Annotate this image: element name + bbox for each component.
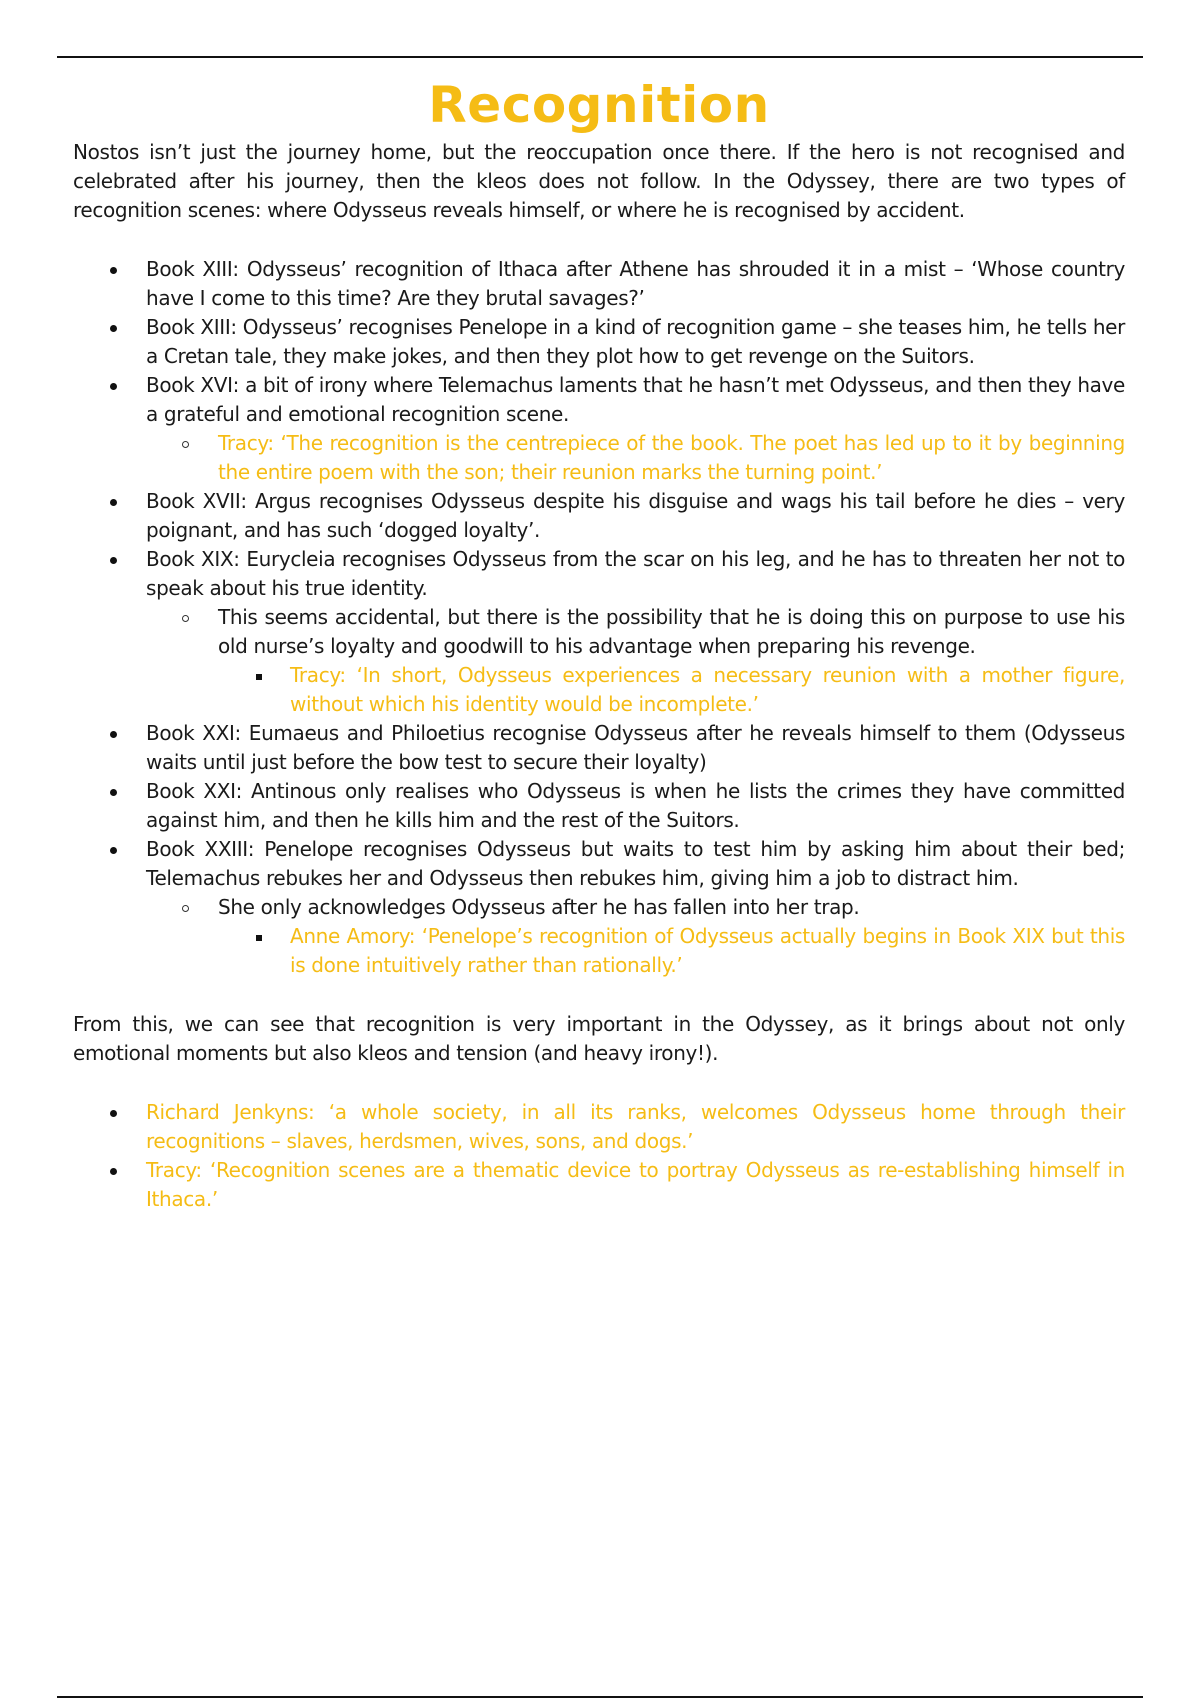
document-page (73, 72, 1125, 1214)
list-item: Book XVI: a bit of irony where Telemachus laments that he hasn’t met Odysseus, and then they have a grateful and emotional recognition scene. (73, 371, 1125, 429)
bullet-icon (106, 719, 120, 748)
list-item: Book XIII: Odysseus’ recognises Penelope in a kind of recognition game – she teases him, he tells her a Cretan tale, they make jokes, and then they plot how to get revenge on the Suitors. (73, 313, 1125, 371)
quote-item: Richard Jenkyns: ‘a whole society, in all its ranks, welcomes Odysseus home through their recognitions – slaves, herdsmen, wives, sons, and dogs.’ (73, 1098, 1125, 1156)
quote-item: Tracy: ‘Recognition scenes are a thematic device to portray Odysseus as re-establishing himself in Ithaca.’ (73, 1156, 1125, 1214)
sub-list-item: She only acknowledges Odysseus after he has fallen into her trap. (73, 893, 1125, 922)
bullet-icon (106, 487, 120, 516)
bullet-icon (106, 371, 120, 400)
bullet-icon (106, 777, 120, 806)
list-item: Book XXIII: Penelope recognises Odysseus but waits to test him by asking him about their bed; Telemachus rebukes her and Odysseus then rebukes him, giving him a job to distract him. (73, 835, 1125, 893)
bullet-icon (106, 313, 120, 342)
recognition-list (73, 255, 1125, 980)
top-rule (57, 56, 1143, 58)
bullet-icon (106, 835, 120, 864)
circle-bullet-icon (178, 429, 192, 458)
list-item: Book XIX: Eurycleia recognises Odysseus from the scar on his leg, and he has to threaten her not to speak about his true identity. (73, 545, 1125, 603)
page-title: Recognition (428, 76, 770, 134)
quote-item: Anne Amory: ‘Penelope’s recognition of Odysseus actually begins in Book XIX but this is done intuitively rather than rationally.’ (73, 922, 1125, 980)
quote-item: Tracy: ‘In short, Odysseus experiences a necessary reunion with a mother figure, without which his identity would be incomplete.’ (73, 661, 1125, 719)
intro-paragraph: Nostos isn’t just the journey home, but the reoccupation once there. If the hero is not recognised and celebrated after his journey, then the kleos does not follow. In the Odyssey, there are two types of recognition scenes: where Odysseus reveals himself, or where he is recognised by accident. (73, 140, 1125, 222)
quotes-list (73, 1098, 1125, 1214)
quote-item: Tracy: ‘The recognition is the centrepiece of the book. The poet has led up to it by beginning the entire poem with the son; their reunion marks the turning point.’ (73, 429, 1125, 487)
list-item: Book XXI: Antinous only realises who Odysseus is when he lists the crimes they have committed against him, and then he kills him and the rest of the Suitors. (73, 777, 1125, 835)
list-item: Book XXI: Eumaeus and Philoetius recognise Odysseus after he reveals himself to them (Odysseus waits until just before the bow test to secure their loyalty) (73, 719, 1125, 777)
bullet-icon (106, 1098, 120, 1127)
circle-bullet-icon (178, 603, 192, 632)
bullet-icon (106, 545, 120, 574)
circle-bullet-icon (178, 893, 192, 922)
list-item: Book XIII: Odysseus’ recognition of Ithaca after Athene has shrouded it in a mist – ‘Whose country have I come to this time? Are they brutal savages?’ (73, 255, 1125, 313)
list-item: Book XVII: Argus recognises Odysseus despite his disguise and wags his tail before he dies – very poignant, and has such ‘dogged loyalty’. (73, 487, 1125, 545)
bottom-rule (57, 1696, 1143, 1698)
square-bullet-icon (252, 922, 266, 951)
sub-list-item: This seems accidental, but there is the possibility that he is doing this on purpose to use his old nurse’s loyalty and goodwill to his advantage when preparing his revenge. (73, 603, 1125, 661)
square-bullet-icon (252, 661, 266, 690)
bullet-icon (106, 1156, 120, 1185)
bullet-icon (106, 255, 120, 284)
conclusion-paragraph: From this, we can see that recognition is very important in the Odyssey, as it brings about not only emotional moments but also kleos and tension (and heavy irony!). (73, 1012, 1125, 1065)
